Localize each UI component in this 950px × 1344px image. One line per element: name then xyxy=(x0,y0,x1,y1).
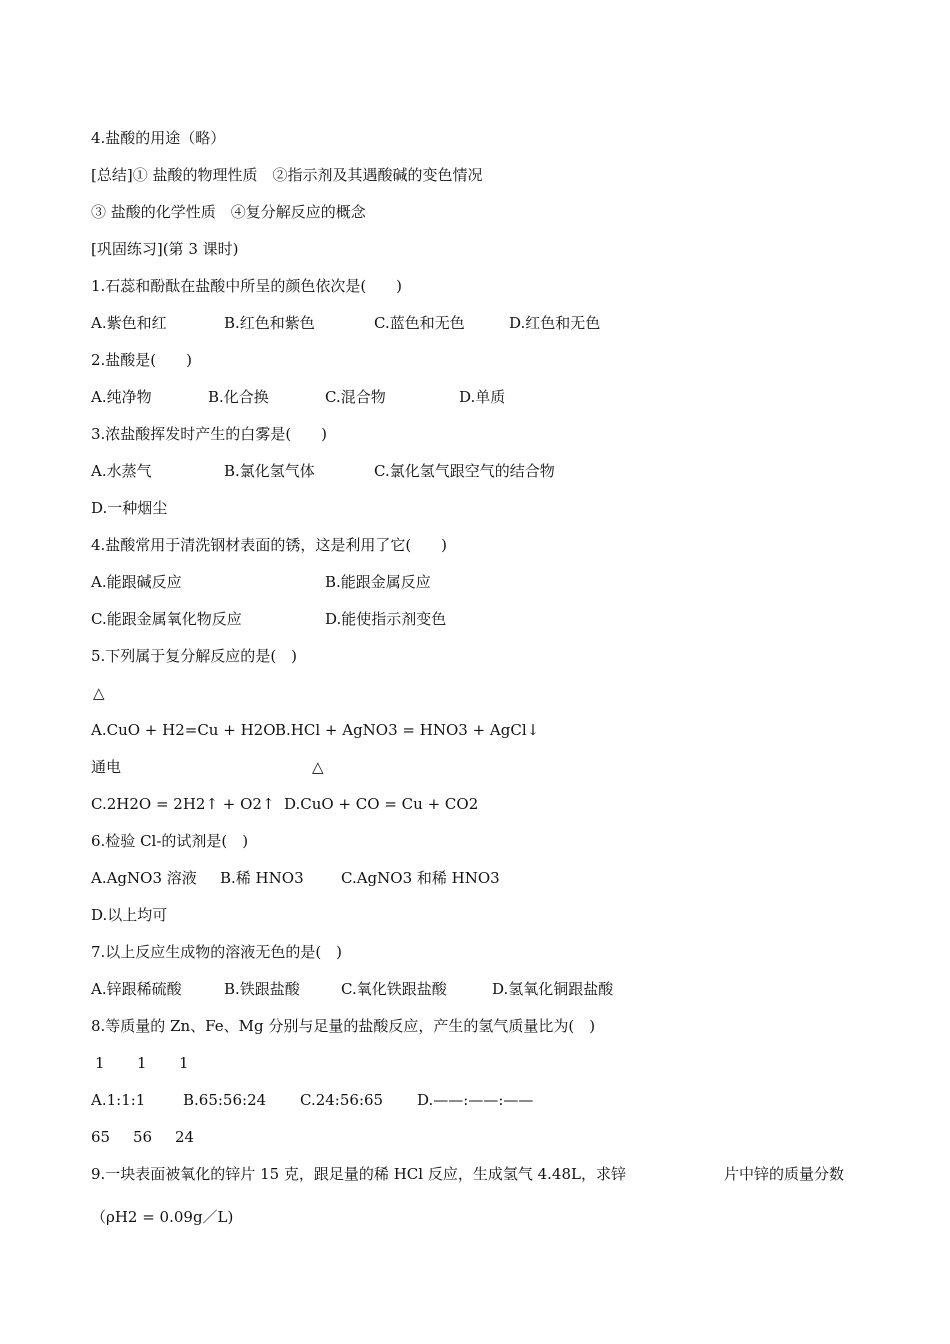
q3-option-a: A.水蒸气 xyxy=(91,462,152,480)
q2-option-a: A.纯净物 xyxy=(91,388,152,406)
question-9-continued: 片中锌的质量分数 xyxy=(724,1165,845,1183)
q5-option-a: A.CuO + H2=Cu + H2O xyxy=(91,721,276,739)
question-2: 2.盐酸是( ) xyxy=(91,351,193,369)
summary-line-2: ③ 盐酸的化学性质 ④复分解反应的概念 xyxy=(91,203,366,221)
q5-option-d: D.CuO + CO = Cu + CO2 xyxy=(284,795,479,813)
q8-denominator-3: 24 xyxy=(175,1128,195,1146)
q8-option-a: A.1:1:1 xyxy=(91,1091,146,1109)
electrolysis-label: 通电 xyxy=(91,758,122,776)
question-1: 1.石蕊和酚酞在盐酸中所呈的颜色依次是( ) xyxy=(91,277,403,295)
q4-option-a: A.能跟碱反应 xyxy=(91,573,182,591)
q3-option-d: D.一种烟尘 xyxy=(91,499,168,517)
heat-symbol-d: △ xyxy=(312,758,324,776)
q2-option-d: D.单质 xyxy=(459,388,506,406)
q6-option-d: D.以上均可 xyxy=(91,906,168,924)
q1-option-a: A.紫色和红 xyxy=(91,314,167,332)
question-8: 8.等质量的 Zn、Fe、Mg 分别与足量的盐酸反应，产生的氢气质量比为( ) xyxy=(91,1017,596,1035)
question-3: 3.浓盐酸挥发时产生的白雾是( ) xyxy=(91,425,328,443)
q1-option-b: B.红色和紫色 xyxy=(224,314,315,332)
q3-option-b: B.氯化氢气体 xyxy=(224,462,315,480)
q7-option-d: D.氢氧化铜跟盐酸 xyxy=(492,980,614,998)
q4-option-c: C.能跟金属氧化物反应 xyxy=(91,610,242,628)
q8-denominator-2: 56 xyxy=(133,1128,153,1146)
q4-option-b: B.能跟金属反应 xyxy=(325,573,431,591)
question-6: 6.检验 Cl-的试剂是( ) xyxy=(91,832,249,850)
practice-heading: [巩固练习](第 3 课时) xyxy=(91,240,239,258)
q5-option-b: B.HCl + AgNO3 = HNO3 + AgCl↓ xyxy=(275,721,540,739)
q6-option-b: B.稀 HNO3 xyxy=(220,869,304,887)
question-7: 7.以上反应生成物的溶液无色的是( ) xyxy=(91,943,343,961)
q8-numerator-1: 1 xyxy=(95,1054,105,1072)
usage-heading: 4.盐酸的用途（略） xyxy=(91,129,226,147)
q8-denominator-1: 65 xyxy=(91,1128,111,1146)
q5-option-c: C.2H2O = 2H2↑ + O2↑ xyxy=(91,795,275,813)
heat-symbol-a: △ xyxy=(93,684,105,702)
q3-option-c: C.氯化氢气跟空气的结合物 xyxy=(374,462,555,480)
summary-line-1: [总结]① 盐酸的物理性质 ②指示剂及其遇酸碱的变色情况 xyxy=(91,166,483,184)
q8-numerator-2: 1 xyxy=(137,1054,147,1072)
q7-option-c: C.氧化铁跟盐酸 xyxy=(341,980,447,998)
q4-option-d: D.能使指示剂变色 xyxy=(325,610,447,628)
q8-numerator-3: 1 xyxy=(179,1054,189,1072)
q1-option-c: C.蓝色和无色 xyxy=(374,314,465,332)
q1-option-d: D.红色和无色 xyxy=(509,314,601,332)
question-4: 4.盐酸常用于清洗钢材表面的锈，这是利用了它( ) xyxy=(91,536,448,554)
q6-option-a: A.AgNO3 溶液 xyxy=(91,869,197,887)
q2-option-c: C.混合物 xyxy=(325,388,386,406)
q8-option-c: C.24:56:65 xyxy=(300,1091,384,1109)
q7-option-a: A.锌跟稀硫酸 xyxy=(91,980,182,998)
question-9: 9.一块表面被氧化的锌片 15 克，跟足量的稀 HCl 反应，生成氢气 4.48L，求锌 xyxy=(91,1165,626,1183)
q8-option-b: B.65:56:24 xyxy=(183,1091,267,1109)
question-5: 5.下列属于复分解反应的是( ) xyxy=(91,647,298,665)
q8-option-d: D.——:——:—— xyxy=(417,1091,534,1109)
q6-option-c: C.AgNO3 和稀 HNO3 xyxy=(341,869,500,887)
q2-option-b: B.化合换 xyxy=(208,388,269,406)
q7-option-b: B.铁跟盐酸 xyxy=(224,980,300,998)
question-9-density: （ρH2 = 0.09g／L) xyxy=(91,1208,234,1226)
